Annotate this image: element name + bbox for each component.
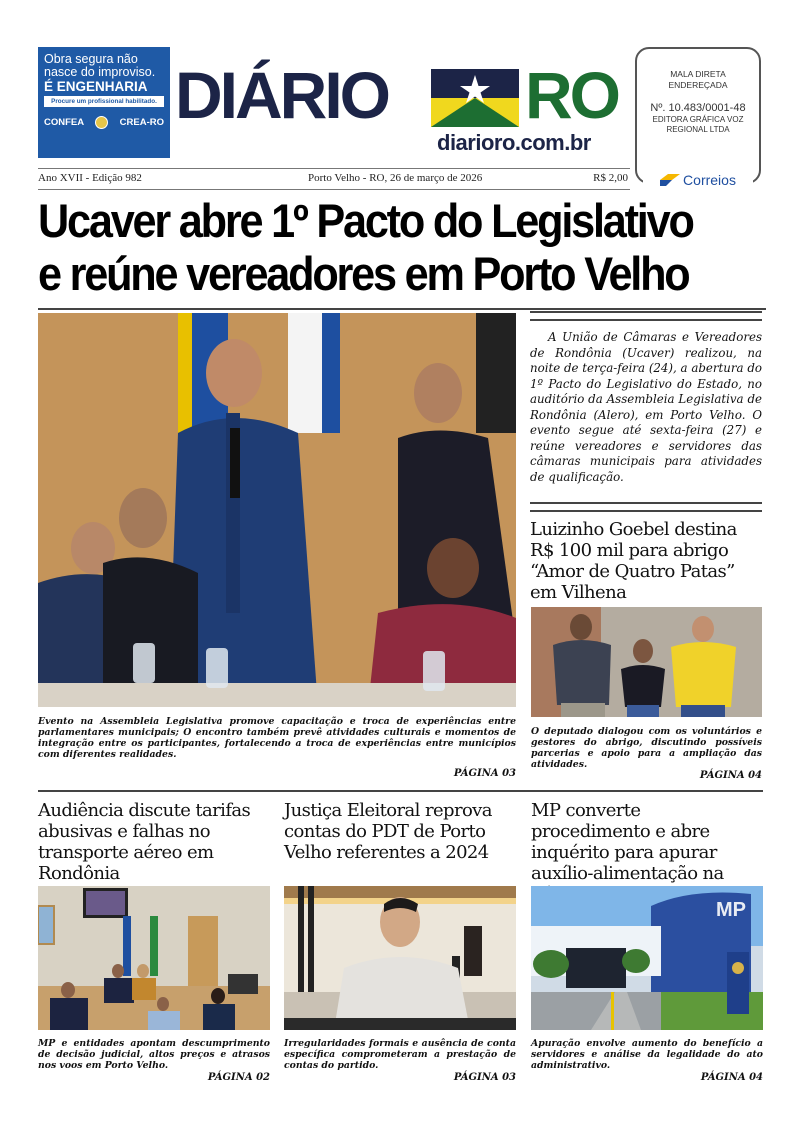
- bottom-story-3-caption: Apuração envolve aumento do benefício a servidores e análise da legalidade do ato administrativo.: [531, 1038, 763, 1071]
- mp-sign: MP: [716, 899, 746, 921]
- seal-icon: [95, 116, 108, 129]
- main-story-caption: Evento na Assembleia Legislativa promove capacitação e troca de experiências entre parlamentares municipais; O encontro também prevê atividades culturais e momentos de integração entre os participantes, fortalecendo a troca de experiências entre municípios com diferentes realidades.: [38, 716, 516, 760]
- bottom-story-1-page-link[interactable]: PÁGINA 02: [207, 1072, 270, 1083]
- bottom-story-3: [531, 800, 763, 1083]
- confea-logo: CONFEA: [44, 117, 85, 128]
- bottom-story-2-caption: Irregularidades formais e ausência de conta específica comprometeram a prestação de contas do partido.: [284, 1038, 516, 1071]
- edition-number: Ano XVII - Edição 982: [38, 172, 142, 184]
- bottom-story-3-page-link[interactable]: PÁGINA 04: [700, 1072, 763, 1083]
- bottom-story-3-photo[interactable]: [531, 886, 763, 1030]
- stamp-company-1: EDITORA GRÁFICA VOZ: [652, 115, 744, 124]
- correios-logo: [643, 172, 753, 188]
- edition-price: R$ 2,00: [593, 172, 628, 184]
- bottom-story-3-title[interactable]: MP converte procedimento e abre inquérito para apurar auxílio-alimentação na: [531, 800, 724, 884]
- main-headline-line-2: e reúne vereadores em Porto Velho: [38, 247, 689, 300]
- main-story-lede: A União de Câmaras e Vereadores de Rondônia (Ucaver) realizou, na noite de terça-feira (24), a abertura do 1º Pacto do Legislativo do Estado, no auditório da Assembleia Legislativa de Rondônia (Alero), em Porto Velho. O evento segue até sexta-feira (27) e reúne vereadores e servidores das câmaras municipais para atividades de qualificação.: [530, 330, 762, 484]
- bottom-story-1-photo[interactable]: [38, 886, 270, 1030]
- bottom-story-2-page-link[interactable]: PÁGINA 03: [453, 1072, 516, 1083]
- lede-bottom-rule: [530, 502, 762, 512]
- stamp-line-1: MALA DIRETA: [670, 69, 726, 79]
- bottom-story-2-title[interactable]: Justiça Eleitoral reprova contas do PDT de Porto Velho referentes a 2024: [284, 800, 492, 863]
- side-story-photo[interactable]: [531, 607, 762, 717]
- rondonia-flag-icon: [431, 69, 519, 127]
- ad-line-1: Obra segura não: [44, 52, 138, 66]
- shelter-visit-image: [531, 607, 762, 717]
- confea-crea-advertisement[interactable]: [38, 47, 170, 158]
- meeting-room-image: [38, 886, 270, 1030]
- correios-label: Correios: [683, 172, 736, 188]
- correios-arrow-icon: [660, 174, 680, 186]
- masthead-logo[interactable]: [175, 58, 630, 158]
- ad-line-3: É ENGENHARIA: [44, 79, 148, 94]
- ad-line-2: nasce do improviso.: [44, 65, 156, 79]
- headline-divider: [38, 308, 766, 310]
- main-headline-line-1: Ucaver abre 1º Pacto do Legislativo: [38, 194, 693, 247]
- side-story-title[interactable]: Luizinho Goebel destina R$ 100 mil para abrigo “Amor de Quatro Patas” em Vilhena: [530, 519, 737, 603]
- ad-line-4: Procure um profissional habilitado.: [44, 96, 164, 107]
- main-story-page-link[interactable]: PÁGINA 03: [453, 768, 516, 779]
- masthead-name-right: RO: [525, 58, 618, 132]
- bottom-story-1-caption: MP e entidades apontam descumprimento de decisão judicial, altos preços e atrasos nos voos em Porto Velho.: [38, 1038, 270, 1071]
- side-story-page-link[interactable]: PÁGINA 04: [699, 770, 762, 781]
- main-story-photo[interactable]: [38, 313, 516, 707]
- masthead-name-left: DIÁRIO: [175, 58, 388, 132]
- masthead-url[interactable]: diarioro.com.br: [437, 130, 591, 155]
- bottom-story-1-title[interactable]: Audiência discute tarifas abusivas e falhas no transporte aéreo em Rondônia: [38, 800, 251, 884]
- bottom-story-2-photo[interactable]: [284, 886, 516, 1030]
- office-portrait-image: [284, 886, 516, 1030]
- section-divider: [38, 790, 763, 792]
- stamp-company-2: REGIONAL LTDA: [666, 125, 730, 134]
- main-headline[interactable]: [38, 194, 708, 300]
- lede-top-rule: [530, 311, 762, 321]
- edition-bar: [38, 168, 630, 190]
- assembly-scene-image: [38, 313, 516, 707]
- bottom-story-2: [284, 800, 516, 1083]
- ad-logos: [44, 116, 164, 129]
- crea-ro-logo: CREA-RO: [119, 117, 164, 128]
- correios-mail-stamp: [635, 47, 761, 188]
- edition-date: Porto Velho - RO, 26 de março de 2026: [308, 172, 483, 184]
- stamp-number: Nº. 10.483/0001-48: [650, 102, 746, 114]
- mp-building-image: [531, 886, 763, 1030]
- bottom-story-1: [38, 800, 270, 1083]
- stamp-line-2: ENDEREÇADA: [668, 80, 728, 90]
- side-story-caption: O deputado dialogou com os voluntários e gestores do abrigo, discutindo possíveis parcerias e apoio para a ampliação das atividades.: [531, 726, 762, 770]
